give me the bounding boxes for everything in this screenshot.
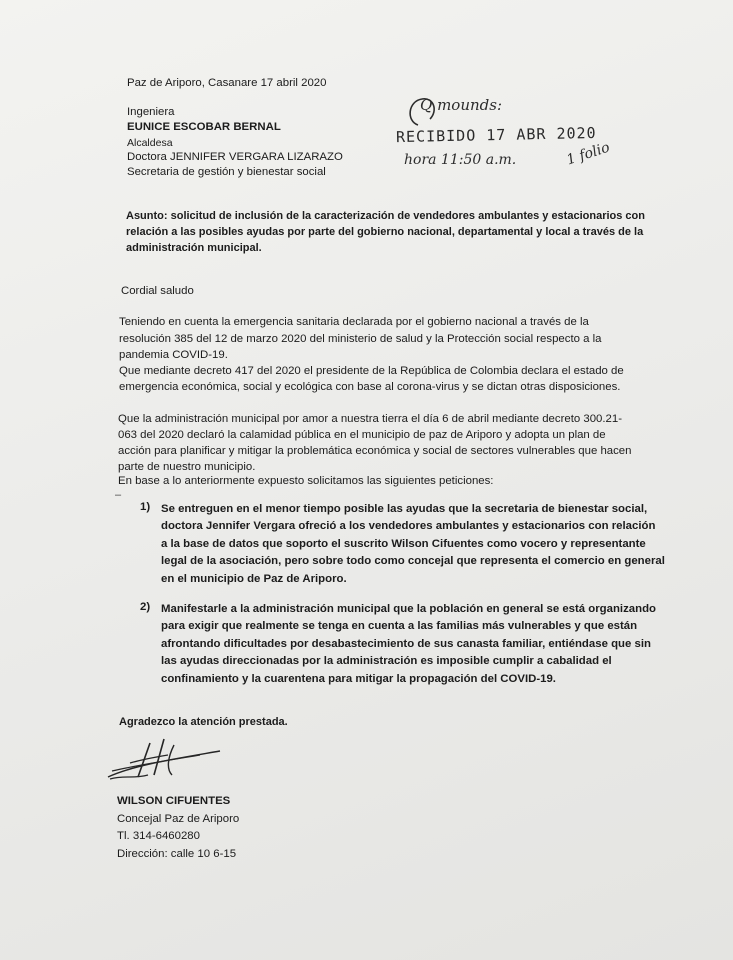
paragraph2-line-2: 063 del 2020 declaró la calamidad pública en el municipio de paz de Ariporo y adopta un plan de (118, 429, 606, 441)
petition-1-line-5: en el municipio de Paz de Ariporo. (161, 573, 347, 585)
recipient-name: EUNICE ESCOBAR BERNAL (127, 121, 281, 133)
subject-line-3: administración municipal. (126, 242, 262, 254)
signer-role: Concejal Paz de Ariporo (117, 813, 240, 825)
petition-2-number: 2) (140, 601, 151, 613)
subject-line-1: Asunto: solicitud de inclusión de la caracterización de vendedores ambulantes y estacionarios con (126, 210, 645, 222)
petition-1-line-2: doctora Jennifer Vergara ofreció a los vendedores ambulantes y estacionarios con relación (161, 520, 656, 532)
signer-name: WILSON CIFUENTES (117, 795, 231, 807)
recipient-second-role: Secretaria de gestión y bienestar social (127, 166, 326, 178)
margin-mark: – (115, 489, 122, 501)
petition-2-line-3: afrontando dificultades por desabastecimiento de sus canasta familiar, entiéndase que sin (161, 638, 651, 650)
petition-1-number: 1) (140, 501, 151, 513)
paragraph2-line-3: acción para planificar y mitigar la problemática económica y social de sectores vulnerables que hacen (118, 445, 632, 457)
stamp-loop-icon (404, 95, 444, 129)
petition-1-line-3: a la base de datos que soporto el suscrito Wilson Cifuentes como vocero y representante (161, 538, 646, 550)
paragraph1-line-3: pandemia COVID-19. (119, 349, 228, 361)
paragraph2-line-1: Que la administración municipal por amor a nuestra tierra el día 6 de abril mediante decreto 300.21- (118, 413, 622, 425)
signature-icon (104, 735, 224, 785)
subject-line-2: relación a las posibles ayudas por parte del gobierno nacional, departamental y local a través de la (126, 226, 644, 238)
recipient-second-name: Doctora JENNIFER VERGARA LIZARAZO (127, 151, 343, 163)
stamp-handwritten-top: Q mounds: (420, 96, 502, 114)
place-date: Paz de Ariporo, Casanare 17 abril 2020 (127, 77, 327, 89)
paragraph2-line-5: En base a lo anteriormente expuesto solicitamos las siguientes peticiones: (118, 475, 494, 487)
received-stamp: RECIBIDO 17 ABR 2020 (395, 123, 597, 147)
recipient-title: Ingeniera (127, 106, 175, 118)
paragraph2-line-4: parte de nuestro municipio. (118, 461, 256, 473)
petition-2-line-1: Manifestarle a la administración municipal que la población en general se está organizando (161, 603, 656, 615)
recipient-role: Alcaldesa (127, 137, 173, 149)
signer-phone: Tl. 314-6460280 (117, 830, 200, 842)
signer-address: Dirección: calle 10 6-15 (117, 848, 237, 860)
stamp-handwritten-folio: 1 folio (564, 139, 612, 169)
paragraph1-line-5: emergencia económica, social y ecológica con base al corona-virus y se dictan otras disposiciones. (119, 381, 621, 393)
stamp-handwritten-time: hora 11:50 a.m. (404, 152, 517, 168)
greeting: Cordial saludo (121, 285, 194, 297)
petition-1-line-1: Se entreguen en el menor tiempo posible las ayudas que la secretaria de bienestar social, (161, 503, 648, 515)
closing: Agradezco la atención prestada. (119, 716, 288, 728)
paragraph1-line-4: Que mediante decreto 417 del 2020 el presidente de la República de Colombia declara el estado de (119, 365, 624, 377)
petition-1-line-4: legal de la asociación, pero sobre todo como concejal que representa el comercio en general (161, 555, 665, 567)
paragraph1-line-2: resolución 385 del 12 de marzo 2020 del ministerio de salud y la Protección social respecto a la (119, 333, 602, 345)
paragraph1-line-1: Teniendo en cuenta la emergencia sanitaria declarada por el gobierno nacional a través de la (119, 316, 589, 328)
petition-2-line-4: las ayudas direccionadas por la administración es imposible cumplir a cabalidad el (161, 655, 612, 667)
petition-2-line-5: confinamiento y la cuarentena para mitigar la propagación del COVID-19. (161, 673, 556, 685)
petition-2-line-2: para exigir que realmente se tenga en cuenta a las familias más vulnerables y que están (161, 620, 638, 632)
